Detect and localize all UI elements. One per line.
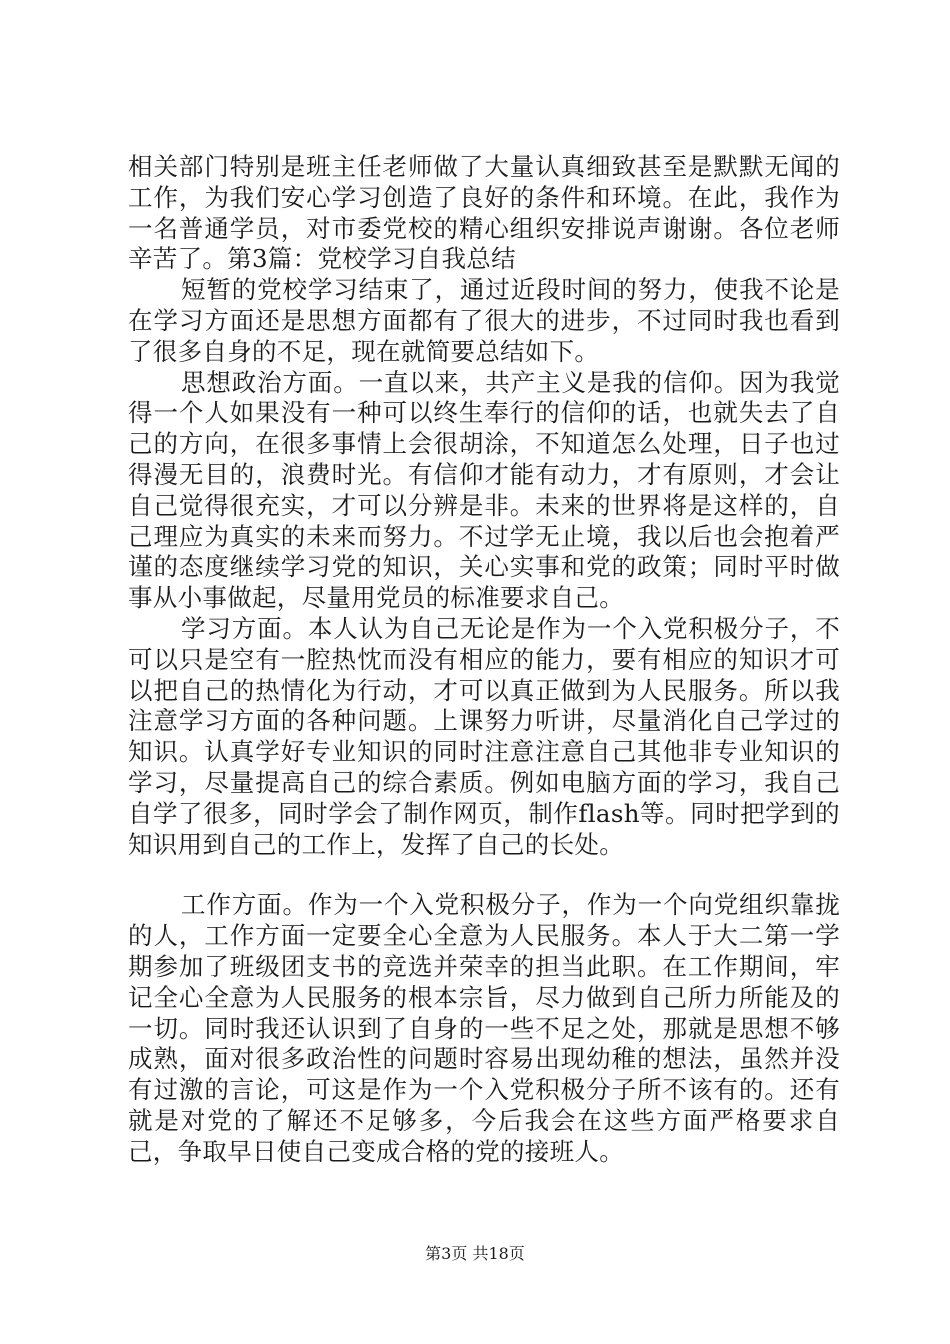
document-body <box>128 152 840 1168</box>
paragraph-continuation: 相关部门特别是班主任老师做了大量认真细致甚至是默默无闻的工作，为我们安心学习创造了良好的条件和环境。在此，我作为一名普通学员，对市委党校的精心组织安排说声谢谢。各位老师辛苦了。第3篇：党校学习自我总结 <box>128 152 840 274</box>
paragraph-ideology: 思想政治方面。一直以来，共产主义是我的信仰。因为我觉得一个人如果没有一种可以终生奉行的信仰的话，也就失去了自己的方向，在很多事情上会很胡涂，不知道怎么处理，日子也过得漫无目的，浪费时光。有信仰才能有动力，才有原则，才会让自己觉得很充实，才可以分辨是非。未来的世界将是这样的，自己理应为真实的未来而努力。不过学无止境，我以后也会抱着严谨的态度继续学习党的知识，关心实事和党的政策；同时平时做事从小事做起，尽量用党员的标准要求自己。 <box>128 367 840 613</box>
paragraph-study: 学习方面。本人认为自己无论是作为一个入党积极分子，不可以只是空有一腔热忱而没有相应的能力，要有相应的知识才可以把自己的热情化为行动，才可以真正做到为人民服务。所以我注意学习方面的各种问题。上课努力听讲，尽量消化自己学过的知识。认真学好专业知识的同时注意注意自己其他非专业知识的学习，尽量提高自己的综合素质。例如电脑方面的学习，我自己自学了很多，同时学会了制作网页，制作flash等。同时把学到的知识用到自己的工作上，发挥了自己的长处。 <box>128 613 840 859</box>
paragraph-intro: 短暂的党校学习结束了，通过近段时间的努力，使我不论是在学习方面还是思想方面都有了很大的进步，不过同时我也看到了很多自身的不足，现在就简要总结如下。 <box>128 275 840 366</box>
paragraph-spacer <box>128 860 840 890</box>
paragraph-work: 工作方面。作为一个入党积极分子，作为一个向党组织靠拢的人，工作方面一定要全心全意为人民服务。本人于大二第一学期参加了班级团支书的竞选并荣幸的担当此职。在工作期间，牢记全心全意为人民服务的根本宗旨，尽力做到自己所力所能及的一切。同时我还认识到了自身的一些不足之处，那就是思想不够成熟，面对很多政治性的问题时容易出现幼稚的想法，虽然并没有过激的言论，可这是作为一个入党积极分子所不该有的。还有就是对党的了解还不足够多，今后我会在这些方面严格要求自己，争取早日使自己变成合格的党的接班人。 <box>128 890 840 1166</box>
page-number-footer: 第3页 共18页 <box>425 1244 525 1263</box>
